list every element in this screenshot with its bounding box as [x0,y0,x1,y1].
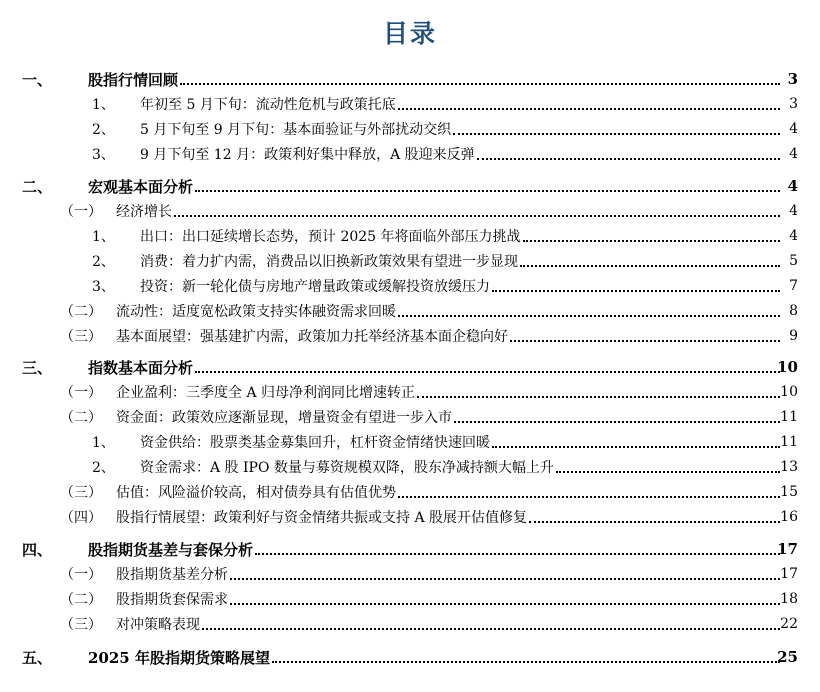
toc-entry-number: 五、 [22,648,53,667]
toc-entry-page: 16 [780,509,798,525]
toc-entry-page: 3 [789,96,798,112]
toc-entry-chapter[interactable] [0,538,820,560]
dot-leader [230,603,780,605]
toc-entry-section[interactable] [0,200,820,222]
dot-leader [272,661,780,663]
toc-entry-number: （一） [60,567,102,583]
toc-entry-number: 3、 [92,147,115,163]
toc-entry-text: 5 月下旬至 9 月下旬：基本面验证与外部扰动交织 [140,122,452,138]
toc-entry-number: （三） [60,329,102,345]
toc-entry-number: 1、 [92,97,115,113]
toc-entry-chapter[interactable] [0,356,820,378]
toc-entry-text: 股指期货套保需求 [116,592,228,608]
toc-entry-page: 4 [787,177,798,195]
toc-entry-text: 企业盈利：三季度全 A 归母净利润同比增速转正 [116,385,416,401]
toc-entry-page: 18 [780,591,798,607]
toc-entry[interactable] [0,143,820,165]
toc-entry-number: 一、 [22,70,53,89]
toc-entry-page: 13 [780,459,798,475]
dot-leader [398,496,780,498]
toc-entry-text: 流动性：适度宽松政策支持实体融资需求回暖 [116,304,396,320]
toc-entry-number: （二） [60,410,102,426]
toc-entry-section[interactable] [0,406,820,428]
dot-leader [230,578,780,580]
toc-entry-text: 指数基本面分析 [88,358,194,377]
dot-leader [174,215,780,217]
toc-entry-number: 2、 [92,254,115,270]
toc-entry-text: 股指期货基差与套保分析 [88,540,254,559]
toc-entry-page: 4 [789,121,798,137]
toc-entry-page: 4 [789,228,798,244]
toc-entry-text: 对冲策略表现 [116,617,200,633]
toc-entry-number: 2、 [92,460,115,476]
toc-entry[interactable] [0,93,820,115]
toc-entry-section[interactable] [0,563,820,585]
toc-entry-page: 17 [780,566,798,582]
toc-entry[interactable] [0,275,820,297]
toc-entry-section[interactable] [0,481,820,503]
dot-leader [195,371,780,373]
toc-entry-number: 1、 [92,435,115,451]
dot-leader [202,628,780,630]
dot-leader [398,315,780,317]
toc-entry[interactable] [0,118,820,140]
dot-leader [492,290,780,292]
dot-leader [417,396,780,398]
toc-entry-page: 22 [780,616,798,632]
dot-leader [492,446,780,448]
dot-leader [255,553,780,555]
toc-entry-page: 25 [777,648,798,666]
dot-leader [556,471,780,473]
dot-leader [477,158,780,160]
toc-entry-chapter[interactable] [0,68,820,90]
toc-entry-number: 3、 [92,279,115,295]
toc-entry-number: （三） [60,485,102,501]
toc-entry-text: 经济增长 [116,204,172,220]
toc-entry-chapter[interactable] [0,175,820,197]
toc-entry-page: 8 [789,303,798,319]
toc-entry-page: 10 [780,384,798,400]
dot-leader [454,421,780,423]
toc-entry-chapter[interactable] [0,646,820,668]
toc-entry-page: 15 [780,484,798,500]
dot-leader [398,108,780,110]
toc-entry-number: 二、 [22,177,53,196]
toc-entry-text: 资金需求：A 股 IPO 数量与募资规模双降，股东净减持额大幅上升 [140,460,554,476]
toc-entry[interactable] [0,431,820,453]
toc-entry-text: 股指行情回顾 [88,70,179,89]
dot-leader [529,521,780,523]
toc-entry-text: 消费：着力扩内需，消费品以旧换新政策效果有望进一步显现 [140,254,518,270]
toc-entry-number: （二） [60,592,102,608]
toc-entry-page: 11 [780,409,798,425]
toc-entry-number: （一） [60,204,102,220]
toc-entry-text: 宏观基本面分析 [88,177,194,196]
toc-entry-number: （一） [60,385,102,401]
toc-entry-page: 9 [789,328,798,344]
toc-entry-section[interactable] [0,325,820,347]
toc-entry[interactable] [0,225,820,247]
toc-entry-text: 股指期货基差分析 [116,567,228,583]
dot-leader [453,133,780,135]
toc-entry-number: 三、 [22,358,53,377]
toc-entry-number: 1、 [92,229,115,245]
toc-entry[interactable] [0,250,820,272]
dot-leader [195,190,780,192]
toc-entry-text: 出口：出口延续增长态势，预计 2025 年将面临外部压力挑战 [140,229,521,245]
toc-entry-number: 2、 [92,122,115,138]
toc-entry[interactable] [0,456,820,478]
toc-entry-text: 投资：新一轮化债与房地产增量政策或缓解投资放缓压力 [140,279,490,295]
toc-entry-number: （二） [60,304,102,320]
toc-entry-text: 9 月下旬至 12 月：政策利好集中释放，A 股迎来反弹 [140,147,475,163]
dot-leader [180,83,780,85]
toc-entry-text: 估值：风险溢价较高，相对债券具有估值优势 [116,485,396,501]
toc-entry-text: 股指行情展望：政策利好与资金情绪共振或支持 A 股展开估值修复 [116,510,528,526]
toc-entry-section[interactable] [0,613,820,635]
toc-entry-text: 资金面：政策效应逐渐显现，增量资金有望进一步入市 [116,410,452,426]
toc-entry-text: 基本面展望：强基建扩内需，政策加力托举经济基本面企稳向好 [116,329,508,345]
toc-entry-text: 资金供给：股票类基金募集回升，杠杆资金情绪快速回暖 [140,435,490,451]
toc-entry-number: （四） [60,510,102,526]
toc-entry-section[interactable] [0,506,820,528]
toc-entry-section[interactable] [0,588,820,610]
toc-entry-page: 7 [789,278,798,294]
toc-entry-page: 4 [789,146,798,162]
toc-entry-page: 17 [777,540,798,558]
toc-entry-number: （三） [60,617,102,633]
toc-entry-text: 年初至 5 月下旬：流动性危机与政策托底 [140,97,396,113]
toc-entry-page: 4 [789,203,798,219]
dot-leader [520,265,780,267]
toc-entry-section[interactable] [0,300,820,322]
toc-entry-page: 3 [787,70,798,88]
toc-entry-page: 5 [789,253,798,269]
toc-entry-text: 2025 年股指期货策略展望 [88,648,270,667]
toc-entry-page: 10 [777,358,798,376]
toc-entry-number: 四、 [22,540,53,559]
toc-entry-section[interactable] [0,381,820,403]
toc-entry-page: 11 [780,434,798,450]
dot-leader [523,240,780,242]
dot-leader [510,340,780,342]
toc-title: 目录 [382,19,437,48]
